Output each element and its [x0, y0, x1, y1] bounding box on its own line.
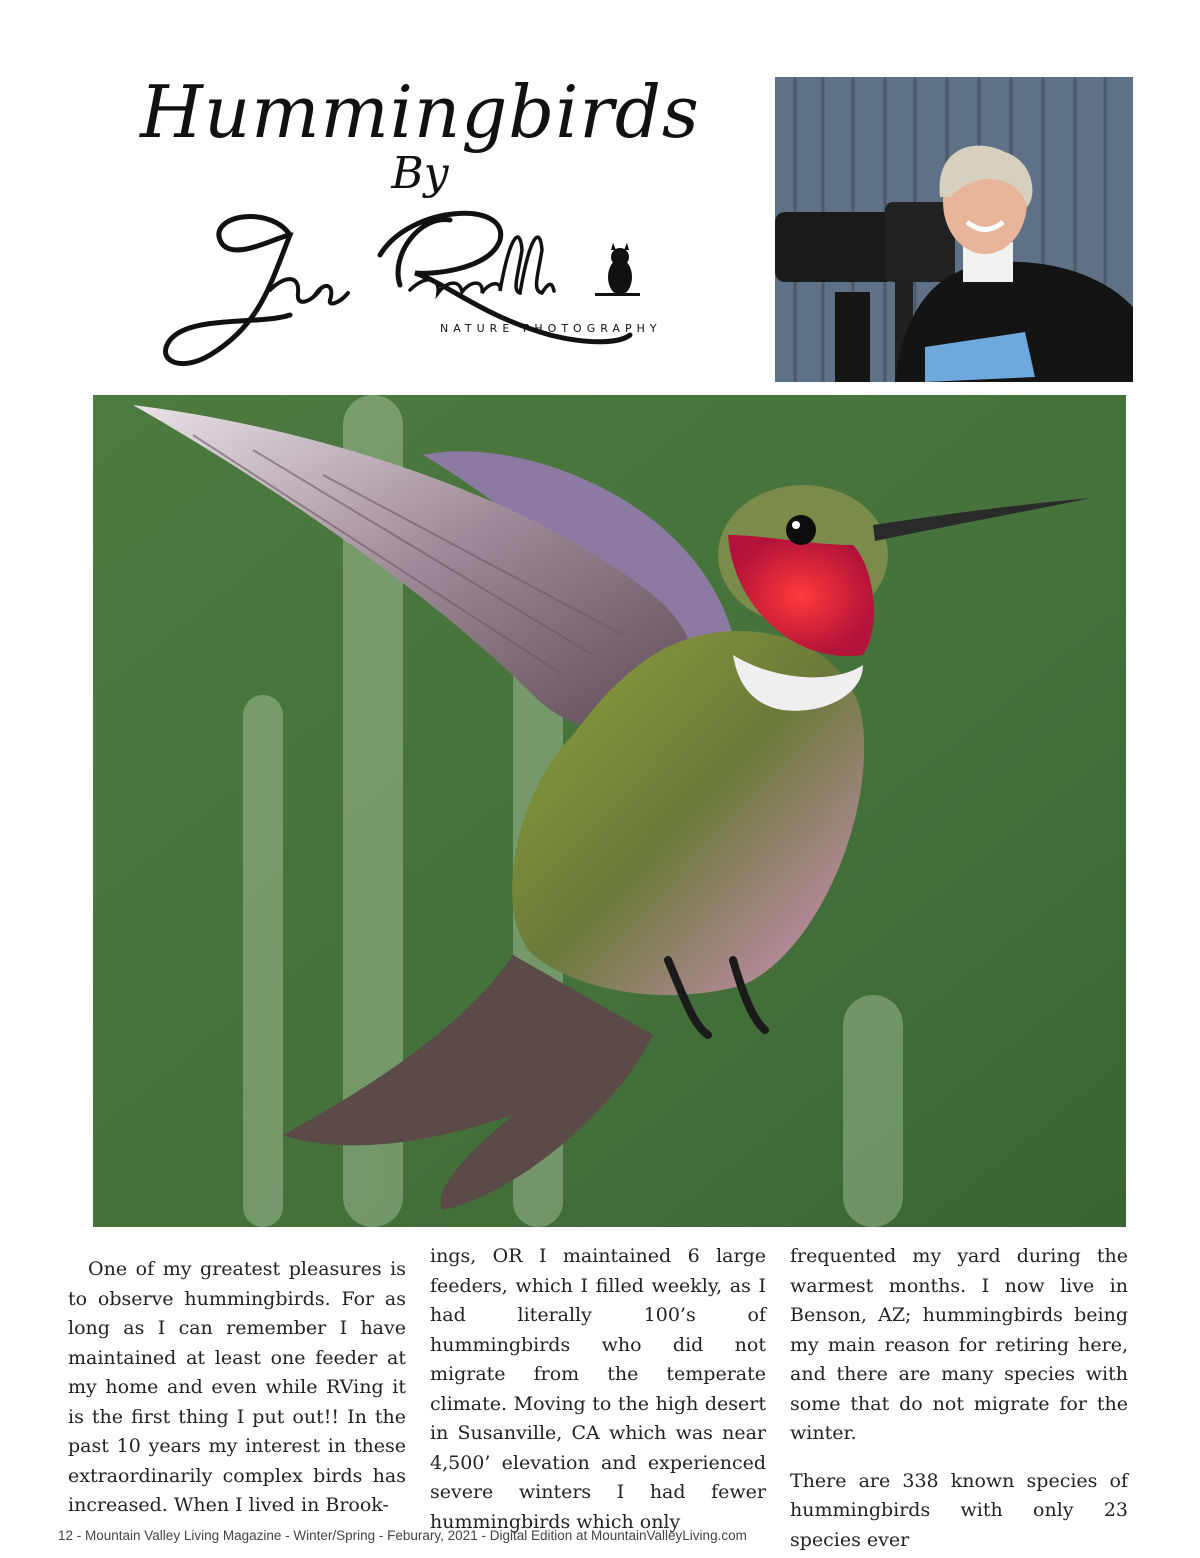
- article-paragraph: ings, OR I maintained 6 large feeders, which I filled weekly, as I had literally 100’s of hummingbirds who did not migrate from the temperate climate. Moving to the high desert in Susanville, CA which was near 4,500’ elevation and experienced severe winters I had fewer hummingbirds which only: [430, 1245, 766, 1533]
- byline-label: By: [391, 148, 449, 199]
- hummingbird-photo: [93, 395, 1126, 1227]
- signature-logo-graphic: [150, 195, 650, 380]
- article-title: Hummingbirds: [140, 70, 700, 154]
- page-footer: 12 - Mountain Valley Living Magazine - Winter/Spring - Feburary, 2021 - Digital Edition at MountainValleyLiving.com: [58, 1528, 747, 1543]
- author-photo: [775, 77, 1133, 382]
- article-paragraph: frequented my yard during the warmest months. I now live in Benson, AZ; hummingbirds being my main reason for retiring here, and there are many species with some that do not migrate for the winter.: [790, 1245, 1128, 1444]
- article-column-1: [68, 1255, 406, 1521]
- logo-caption: NATURE PHOTOGRAPHY: [440, 322, 662, 335]
- article-column-2: [430, 1242, 766, 1537]
- article-paragraph: There are 338 known species of hummingbirds with only 23 species ever: [790, 1469, 1128, 1551]
- article-column-3: [790, 1242, 1128, 1555]
- signature-logo: [150, 195, 650, 380]
- article-paragraph: One of my greatest pleasures is to observe hummingbirds. For as long as I can remember I have maintained at least one feeder at my home and even while RVing it is the first thing I put out!! In the past 10 years my interest in these extraordinarily complex birds has increased. When I lived in Brook-: [68, 1258, 406, 1516]
